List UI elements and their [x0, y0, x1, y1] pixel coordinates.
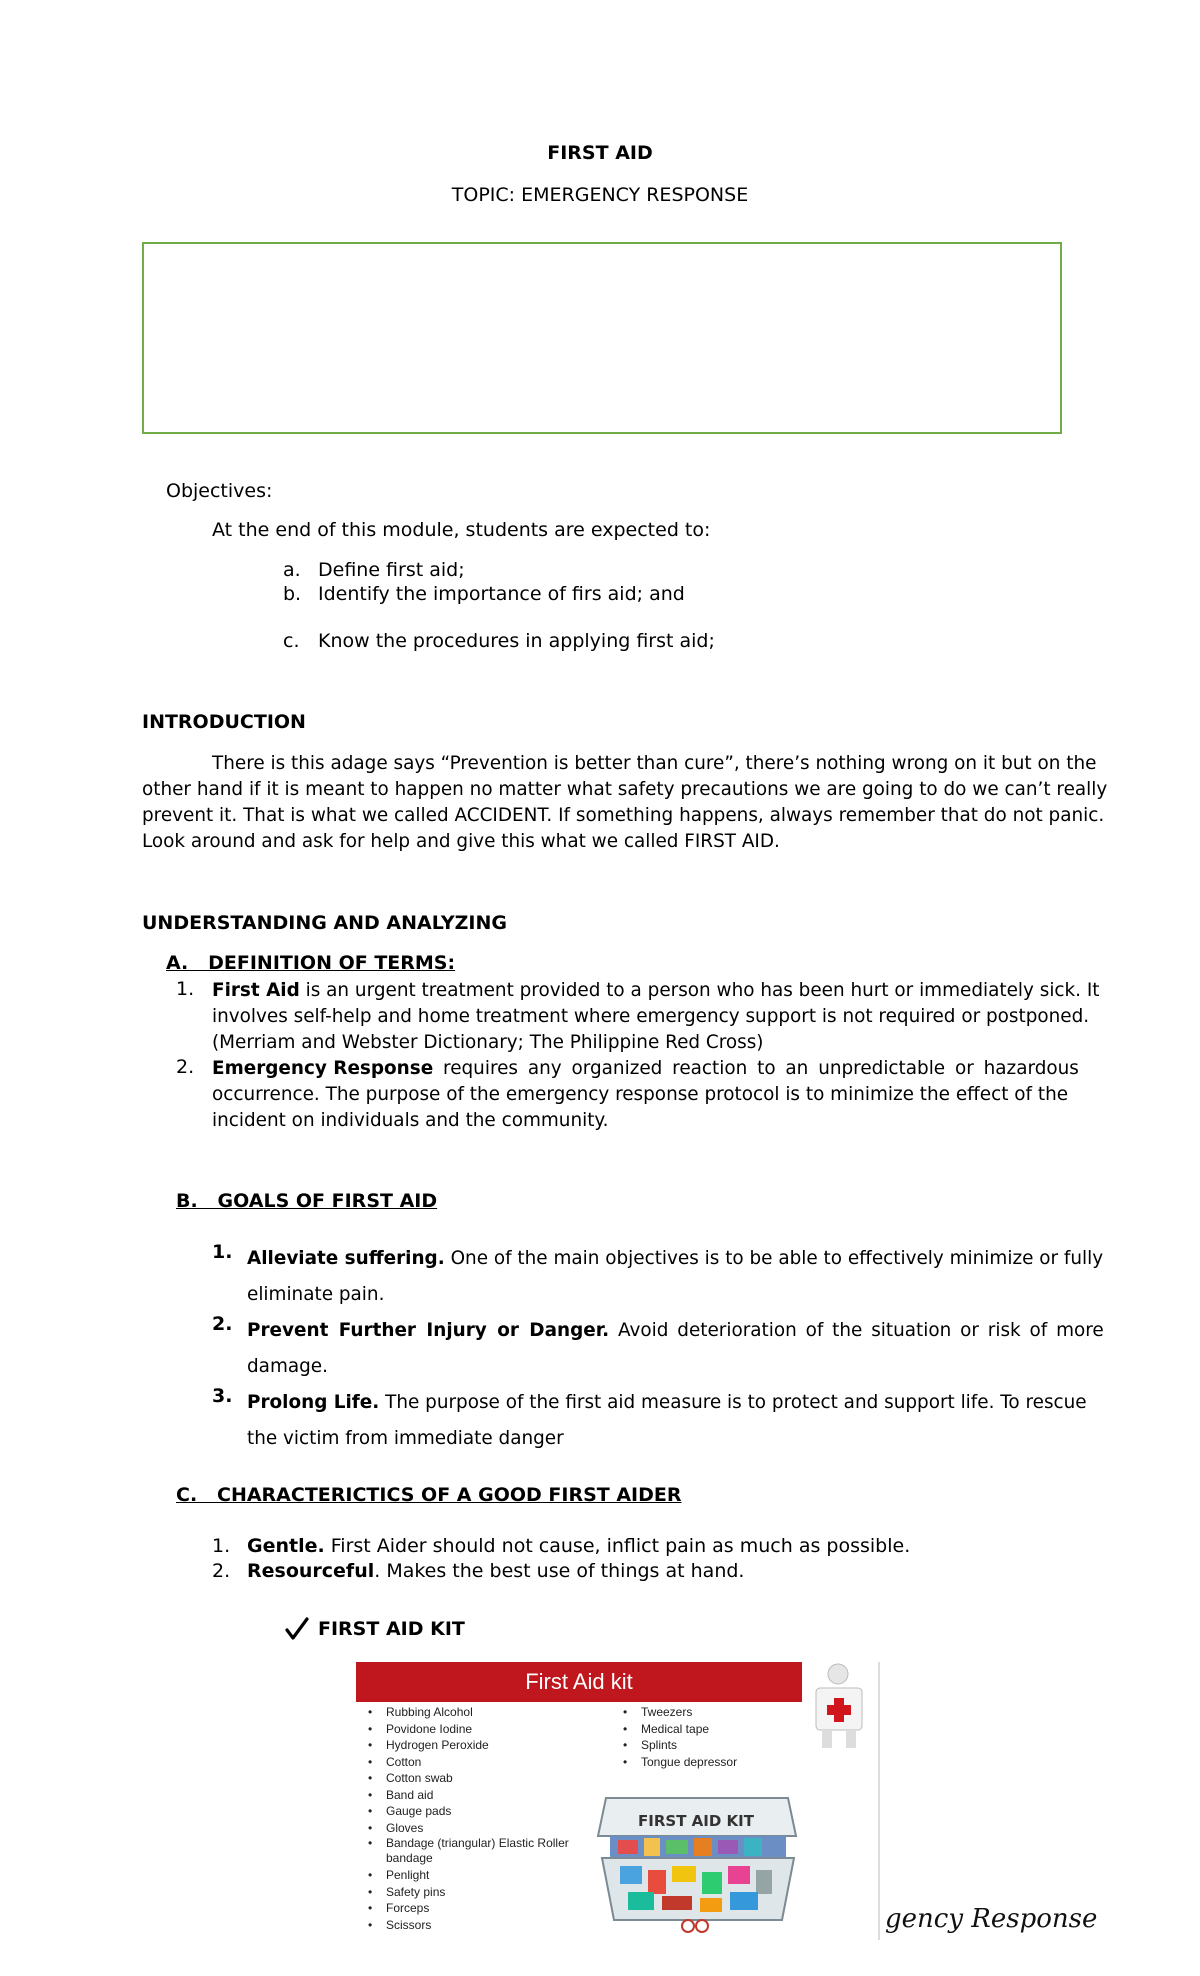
objectives-heading: Objectives:: [166, 480, 273, 502]
definition-term: Emergency Response: [212, 1058, 434, 1079]
paragraph-line: other hand if it is meant to happen no matter what safety precautions we are going to do we can’t really: [142, 779, 1108, 800]
introduction-heading: INTRODUCTION: [142, 711, 306, 733]
kit-item: • Splints: [621, 1737, 791, 1754]
introduction-paragraph: [142, 751, 1108, 855]
goal-number: 3.: [212, 1385, 233, 1407]
blank-content-box: [142, 242, 1062, 434]
paragraph-line: prevent it. That is what we called ACCIDENT. If something happens, always remember that do not panic.: [142, 805, 1105, 826]
goal-prevent-injury: [247, 1313, 1104, 1385]
understanding-heading: UNDERSTANDING AND ANALYZING: [142, 912, 507, 934]
kit-item: • Safety pins: [366, 1884, 586, 1901]
kit-item: • Forceps: [366, 1900, 586, 1917]
goal-number: 1.: [212, 1241, 233, 1263]
definitions-heading: A. DEFINITION OF TERMS:: [166, 952, 456, 974]
characteristic-gentle: [247, 1535, 910, 1557]
goal-title: Alleviate suffering.: [247, 1248, 445, 1269]
definition-text: involves self-help and home treatment where emergency support is not required or postponed.: [212, 1006, 1090, 1027]
objective-marker: c.: [283, 630, 300, 652]
characteristic-title: Resourceful: [247, 1560, 375, 1582]
kit-item: • Tongue depressor: [621, 1754, 791, 1771]
kit-item: • Tweezers: [621, 1704, 791, 1721]
definition-term: First Aid: [212, 980, 300, 1001]
page-title: FIRST AID: [547, 142, 653, 164]
first-aid-kit-heading: FIRST AID KIT: [318, 1618, 465, 1640]
goal-title: Prolong Life.: [247, 1392, 380, 1413]
kit-item: • Cotton: [366, 1754, 586, 1771]
goal-text: One of the main objectives is to be able to effectively minimize or fully: [444, 1248, 1104, 1269]
goal-number: 2.: [212, 1313, 233, 1335]
characteristics-heading: C. CHARACTERICTICS OF A GOOD FIRST AIDER: [176, 1484, 682, 1506]
characteristic-resourceful: [247, 1560, 744, 1582]
characteristic-text: First Aider should not cause, inflict pain as much as possible.: [324, 1535, 911, 1557]
kit-items-right: [621, 1704, 791, 1770]
objectives-intro: At the end of this module, students are expected to:: [212, 519, 711, 541]
goal-title: Prevent Further Injury or Danger.: [247, 1320, 610, 1341]
goals-heading: B. GOALS OF FIRST AID: [176, 1190, 438, 1212]
objective-item: Identify the importance of firs aid; and: [318, 583, 685, 605]
goal-alleviate-suffering: [247, 1241, 1104, 1313]
goal-text: eliminate pain.: [247, 1284, 385, 1305]
definition-number: 2.: [176, 1056, 195, 1078]
kit-item: • Penlight: [366, 1867, 586, 1884]
first-aid-kit-image: [356, 1662, 880, 1940]
definition-text: incident on individuals and the community.: [212, 1110, 609, 1131]
kit-item: • Scissors: [366, 1917, 586, 1934]
characteristic-text: . Makes the best use of things at hand.: [374, 1560, 745, 1582]
characteristic-number: 1.: [212, 1535, 231, 1557]
kit-item: • Bandage (triangular) Elastic Roller bandage: [366, 1836, 586, 1867]
definition-text: requires any organized reaction to an unpredictable or hazardous: [433, 1058, 1079, 1079]
goal-text: Avoid deterioration of the situation or risk of more: [609, 1320, 1104, 1341]
svg-text:FIRST AID KIT: FIRST AID KIT: [638, 1812, 754, 1830]
definition-text: occurrence. The purpose of the emergency response protocol is to minimize the effect of the: [212, 1084, 1069, 1105]
image-edge-divider: [878, 1662, 880, 1940]
kit-item: • Rubbing Alcohol: [366, 1704, 586, 1721]
definition-text: (Merriam and Webster Dictionary; The Philippine Red Cross): [212, 1032, 764, 1053]
kit-item: • Gauge pads: [366, 1803, 586, 1820]
script-footer-text: gency Response: [885, 1904, 1098, 1934]
goal-text: the victim from immediate danger: [247, 1428, 564, 1449]
check-mark-icon: [284, 1616, 310, 1642]
kit-item: • Cotton swab: [366, 1770, 586, 1787]
characteristic-title: Gentle.: [247, 1535, 325, 1557]
kit-item: • Gloves: [366, 1820, 586, 1837]
objective-item: Define first aid;: [318, 559, 465, 581]
goal-prolong-life: [247, 1385, 1087, 1457]
objective-marker: a.: [283, 559, 301, 581]
definition-text: is an urgent treatment provided to a person who has been hurt or immediately sick. It: [299, 980, 1100, 1001]
objective-item: Know the procedures in applying first aid;: [318, 630, 715, 652]
kit-item: • Band aid: [366, 1787, 586, 1804]
definition-number: 1.: [176, 978, 195, 1000]
kit-item: • Medical tape: [621, 1721, 791, 1738]
kit-banner: First Aid kit: [356, 1662, 802, 1702]
kit-item: • Povidone Iodine: [366, 1721, 586, 1738]
open-first-aid-box-icon: [588, 1788, 808, 1938]
definition-first-aid: [212, 978, 1100, 1056]
characteristic-number: 2.: [212, 1560, 231, 1582]
goal-text: The purpose of the first aid measure is to protect and support life. To rescue: [379, 1392, 1087, 1413]
person-with-sign-icon: [808, 1662, 878, 1752]
objective-marker: b.: [283, 583, 302, 605]
paragraph-line: There is this adage says “Prevention is better than cure”, there’s nothing wrong on it but on the: [212, 753, 1097, 774]
goal-text: damage.: [247, 1356, 328, 1377]
kit-item: • Hydrogen Peroxide: [366, 1737, 586, 1754]
paragraph-line: Look around and ask for help and give this what we called FIRST AID.: [142, 831, 780, 852]
kit-items-left: [366, 1704, 586, 1933]
topic-subtitle: TOPIC: EMERGENCY RESPONSE: [451, 184, 749, 206]
definition-emergency-response: [212, 1056, 1079, 1134]
